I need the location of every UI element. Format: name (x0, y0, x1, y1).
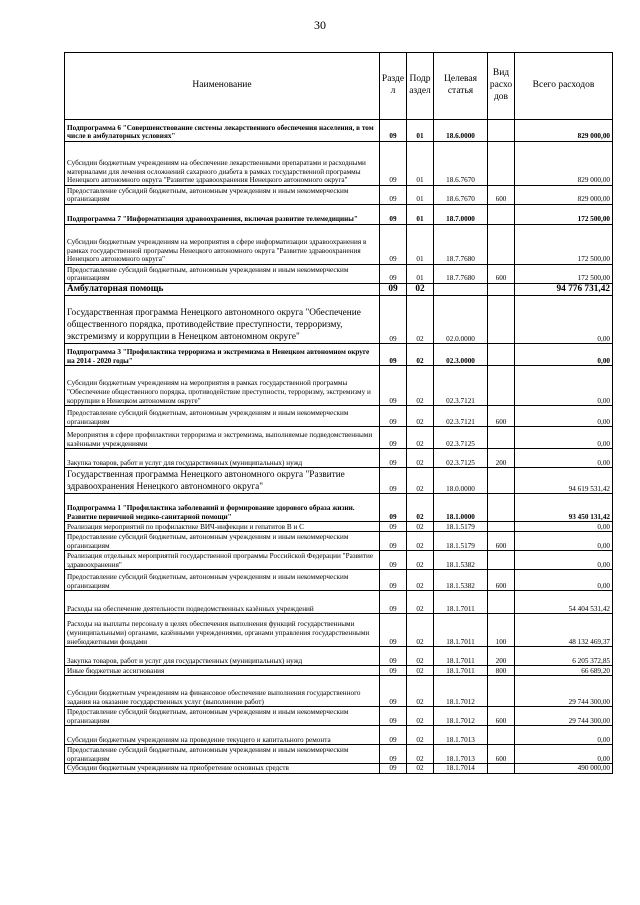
cell-podrazdel: 02 (407, 764, 434, 774)
header-name: Наименование (65, 53, 380, 120)
cell-podrazdel: 02 (407, 406, 434, 427)
cell-podrazdel: 02 (407, 296, 434, 344)
cell-razdel: 09 (380, 666, 407, 676)
cell-podrazdel: 02 (407, 494, 434, 522)
cell-razdel: 09 (380, 570, 407, 591)
table-row (65, 468, 613, 494)
cell-total: 0,00 (515, 522, 613, 532)
table-row (65, 284, 613, 296)
cell-total: 93 450 131,42 (515, 494, 613, 522)
table-row (65, 296, 613, 344)
cell-vid (488, 591, 515, 614)
cell-razdel: 09 (380, 406, 407, 427)
cell-razdel: 09 (380, 726, 407, 745)
cell-vid (488, 366, 515, 406)
cell-razdel: 09 (380, 468, 407, 494)
cell-statya: 18.1.7011 (434, 647, 488, 666)
table-row (65, 614, 613, 647)
table-row (65, 427, 613, 449)
table-row (65, 666, 613, 676)
cell-name: Расходы на выплаты персоналу в целях обеспечения выполнения функций государственными (муниципальными) органами, казёнными учреждениями, органами управления государственными внебюджетными фондами (65, 614, 380, 647)
cell-total: 6 205 372,85 (515, 647, 613, 666)
cell-statya: 18.1.7012 (434, 676, 488, 707)
cell-vid (488, 764, 515, 774)
cell-statya: 02.3.0000 (434, 344, 488, 366)
cell-statya: 18.7.7680 (434, 265, 488, 284)
cell-name: Предоставление субсидий бюджетным, автономным учреждениям и иным некоммерческим организациям (65, 532, 380, 551)
cell-statya: 18.1.0000 (434, 494, 488, 522)
table-row (65, 120, 613, 142)
cell-podrazdel: 02 (407, 707, 434, 726)
cell-statya: 18.1.5179 (434, 532, 488, 551)
cell-vid (488, 427, 515, 449)
cell-razdel: 09 (380, 647, 407, 666)
table-row (65, 186, 613, 205)
cell-statya: 02.0.0000 (434, 296, 488, 344)
cell-name: Закупка товаров, работ и услуг для государственных (муниципальных) нужд (65, 647, 380, 666)
cell-vid (488, 494, 515, 522)
cell-razdel: 09 (380, 344, 407, 366)
table-row (65, 570, 613, 591)
table-header-row (65, 53, 613, 120)
cell-total: 0,00 (515, 296, 613, 344)
cell-razdel: 09 (380, 366, 407, 406)
cell-name: Подпрограмма 1 "Профилактика заболеваний и формирование здорового образа жизни. Развитие первичной медико-санитарной помощи" (65, 494, 380, 522)
cell-vid: 600 (488, 265, 515, 284)
cell-razdel: 09 (380, 284, 407, 296)
cell-total: 0,00 (515, 745, 613, 764)
cell-podrazdel: 02 (407, 532, 434, 551)
cell-vid: 800 (488, 666, 515, 676)
cell-podrazdel: 01 (407, 142, 434, 186)
budget-table (64, 52, 613, 774)
cell-vid (488, 468, 515, 494)
table-row (65, 225, 613, 265)
cell-vid: 600 (488, 532, 515, 551)
cell-statya: 02.3.7121 (434, 406, 488, 427)
cell-name: Субсидии бюджетным учреждениям на обеспечение лекарственными препаратами и расходными материалами для лечения осложнений сахарного диабета в рамках государственной программы Ненецкого автономного округа "Развитие здравоохранения Ненецкого автономного округа" (65, 142, 380, 186)
cell-podrazdel: 01 (407, 186, 434, 205)
header-total: Всего расходов (515, 53, 613, 120)
table-row (65, 265, 613, 284)
cell-name: Иные бюджетные ассигнования (65, 666, 380, 676)
cell-razdel: 09 (380, 764, 407, 774)
cell-statya: 18.1.7014 (434, 764, 488, 774)
cell-podrazdel: 02 (407, 745, 434, 764)
cell-vid: 100 (488, 614, 515, 647)
cell-razdel: 09 (380, 427, 407, 449)
table-row (65, 494, 613, 522)
cell-razdel: 09 (380, 265, 407, 284)
cell-razdel: 09 (380, 296, 407, 344)
cell-name: Амбулаторная помощь (65, 284, 380, 296)
cell-razdel: 09 (380, 120, 407, 142)
cell-razdel: 09 (380, 614, 407, 647)
cell-total: 94 776 731,42 (515, 284, 613, 296)
cell-name: Предоставление субсидий бюджетным, автономным учреждениям и иным некоммерческим организациям (65, 707, 380, 726)
cell-vid (488, 205, 515, 225)
cell-vid: 600 (488, 186, 515, 205)
cell-podrazdel: 02 (407, 284, 434, 296)
table-row (65, 726, 613, 745)
cell-name: Предоставление субсидий бюджетным, автономным учреждениям и иным некоммерческим организациям (65, 406, 380, 427)
cell-total: 829 000,00 (515, 142, 613, 186)
cell-podrazdel: 02 (407, 366, 434, 406)
cell-name: Закупка товаров, работ и услуг для государственных (муниципальных) нужд (65, 449, 380, 468)
cell-podrazdel: 02 (407, 726, 434, 745)
cell-statya: 18.0.0000 (434, 468, 488, 494)
cell-name: Субсидии бюджетным учреждениям на мероприятия в сфере информатизации здравоохранения в рамках государственной программы Ненецкого автономного округа "Развитие здравоохранения Ненецкого автономного округа" (65, 225, 380, 265)
table-row (65, 745, 613, 764)
cell-podrazdel: 02 (407, 522, 434, 532)
cell-statya: 02.3.7125 (434, 449, 488, 468)
table-row (65, 344, 613, 366)
cell-name: Государственная программа Ненецкого автономного округа "Развитие здравоохранения Ненецкого автономного округа" (65, 468, 380, 494)
cell-vid: 200 (488, 449, 515, 468)
cell-name: Предоставление субсидий бюджетным, автономным учреждениям и иным некоммерческим организациям (65, 570, 380, 591)
table-row (65, 522, 613, 532)
cell-statya: 18.6.7670 (434, 186, 488, 205)
table-row (65, 551, 613, 570)
cell-vid: 600 (488, 745, 515, 764)
cell-statya (434, 284, 488, 296)
cell-total: 829 000,00 (515, 120, 613, 142)
cell-razdel: 09 (380, 494, 407, 522)
cell-statya: 18.1.5382 (434, 551, 488, 570)
cell-total: 66 689,20 (515, 666, 613, 676)
cell-podrazdel: 02 (407, 551, 434, 570)
cell-name: Реализация отдельных мероприятий государственной программы Российской Федерации "Развитие здравоохранения" (65, 551, 380, 570)
cell-vid (488, 225, 515, 265)
cell-razdel: 09 (380, 142, 407, 186)
cell-razdel: 09 (380, 186, 407, 205)
cell-podrazdel: 01 (407, 265, 434, 284)
cell-name: Подпрограмма 7 "Информатизация здравоохранения, включая развитие телемедицины" (65, 205, 380, 225)
cell-total: 0,00 (515, 344, 613, 366)
cell-podrazdel: 02 (407, 427, 434, 449)
cell-total: 94 619 531,42 (515, 468, 613, 494)
cell-total: 29 744 300,00 (515, 707, 613, 726)
cell-name: Мероприятия в сфере профилактики терроризма и экстремизма, выполняемые подведомственными казёнными учреждениями (65, 427, 380, 449)
cell-vid (488, 522, 515, 532)
cell-statya: 18.1.7011 (434, 591, 488, 614)
cell-razdel: 09 (380, 745, 407, 764)
cell-statya: 18.6.0000 (434, 120, 488, 142)
cell-name: Субсидии бюджетным учреждениям на финансовое обеспечение выполнения государственного задания на оказание государственных услуг (выполнение работ) (65, 676, 380, 707)
cell-name: Субсидии бюджетным учреждениям на мероприятия в рамках государственной программы "Обеспечение общественного порядка, противодействие преступности, терроризму, экстремизму и коррупции в Ненецком автономном округе" (65, 366, 380, 406)
cell-total: 172 500,00 (515, 205, 613, 225)
cell-podrazdel: 02 (407, 468, 434, 494)
cell-statya: 02.3.7125 (434, 427, 488, 449)
cell-podrazdel: 02 (407, 666, 434, 676)
table-row (65, 205, 613, 225)
cell-vid (488, 142, 515, 186)
cell-total: 0,00 (515, 366, 613, 406)
table-row (65, 366, 613, 406)
table-row (65, 591, 613, 614)
table-row (65, 532, 613, 551)
cell-statya: 18.7.0000 (434, 205, 488, 225)
header-podrazdel: Подр аздел (407, 53, 434, 120)
table-body (65, 120, 613, 774)
cell-razdel: 09 (380, 707, 407, 726)
cell-name: Государственная программа Ненецкого автономного округа "Обеспечение общественного порядка, противодействие преступности, терроризму, экстремизму и коррупции в Ненецком автономном округе" (65, 296, 380, 344)
cell-podrazdel: 02 (407, 449, 434, 468)
cell-total: 0,00 (515, 570, 613, 591)
cell-podrazdel: 01 (407, 120, 434, 142)
header-razdel: Разде л (380, 53, 407, 120)
cell-statya: 18.1.7011 (434, 614, 488, 647)
cell-vid (488, 726, 515, 745)
cell-total: 0,00 (515, 551, 613, 570)
table-row (65, 406, 613, 427)
cell-razdel: 09 (380, 522, 407, 532)
cell-statya: 18.1.5382 (434, 570, 488, 591)
cell-name: Предоставление субсидий бюджетным, автономным учреждениям и иным некоммерческим организациям (65, 265, 380, 284)
table-row (65, 764, 613, 774)
header-vid: Вид расхо дов (488, 53, 515, 120)
cell-total: 490 000,00 (515, 764, 613, 774)
cell-total: 0,00 (515, 406, 613, 427)
table-row (65, 142, 613, 186)
table-row (65, 707, 613, 726)
cell-statya: 02.3.7121 (434, 366, 488, 406)
cell-razdel: 09 (380, 591, 407, 614)
cell-razdel: 09 (380, 449, 407, 468)
header-statya: Целевая статья (434, 53, 488, 120)
cell-vid: 600 (488, 406, 515, 427)
cell-vid (488, 296, 515, 344)
cell-name: Расходы на обеспечение деятельности подведомственных казённых учреждений (65, 591, 380, 614)
cell-podrazdel: 01 (407, 225, 434, 265)
cell-razdel: 09 (380, 205, 407, 225)
cell-name: Предоставление субсидий бюджетным, автономным учреждениям и иным некоммерческим организациям (65, 745, 380, 764)
cell-statya: 18.1.7011 (434, 666, 488, 676)
cell-name: Субсидии бюджетным учреждениям на приобретение основных средств (65, 764, 380, 774)
cell-razdel: 09 (380, 676, 407, 707)
cell-vid: 600 (488, 570, 515, 591)
cell-vid: 200 (488, 647, 515, 666)
cell-podrazdel: 01 (407, 205, 434, 225)
cell-name: Подпрограмма 6 "Совершенствование системы лекарственного обеспечения населения, в том числе в амбулаторных условиях" (65, 120, 380, 142)
table-row (65, 676, 613, 707)
cell-statya: 18.6.7670 (434, 142, 488, 186)
cell-total: 0,00 (515, 449, 613, 468)
cell-name: Предоставление субсидий бюджетным, автономным учреждениям и иным некоммерческим организациям (65, 186, 380, 205)
cell-total: 172 500,00 (515, 265, 613, 284)
cell-total: 48 132 469,37 (515, 614, 613, 647)
cell-total: 54 404 531,42 (515, 591, 613, 614)
cell-total: 829 000,00 (515, 186, 613, 205)
cell-vid: 600 (488, 707, 515, 726)
cell-statya: 18.1.5179 (434, 522, 488, 532)
cell-razdel: 09 (380, 225, 407, 265)
page-number: 30 (314, 18, 326, 32)
cell-total: 29 744 300,00 (515, 676, 613, 707)
cell-statya: 18.1.7013 (434, 726, 488, 745)
table-row (65, 449, 613, 468)
cell-name: Реализация мероприятий по профилактике ВИЧ-инфекции и гепатитов В и С (65, 522, 380, 532)
cell-statya: 18.7.7680 (434, 225, 488, 265)
cell-podrazdel: 02 (407, 570, 434, 591)
cell-total: 0,00 (515, 427, 613, 449)
cell-podrazdel: 02 (407, 676, 434, 707)
cell-vid (488, 551, 515, 570)
cell-name: Подпрограмма 3 "Профилактика терроризма и экстремизма в Ненецком автономном округе на 2014 - 2020 годы" (65, 344, 380, 366)
cell-vid (488, 676, 515, 707)
cell-razdel: 09 (380, 551, 407, 570)
cell-name: Субсидии бюджетным учреждениям на проведение текущего и капитального ремонта (65, 726, 380, 745)
cell-vid (488, 284, 515, 296)
cell-podrazdel: 02 (407, 591, 434, 614)
cell-statya: 18.1.7012 (434, 707, 488, 726)
cell-podrazdel: 02 (407, 344, 434, 366)
cell-vid (488, 344, 515, 366)
cell-total: 0,00 (515, 532, 613, 551)
cell-podrazdel: 02 (407, 614, 434, 647)
cell-total: 172 500,00 (515, 225, 613, 265)
cell-podrazdel: 02 (407, 647, 434, 666)
cell-statya: 18.1.7013 (434, 745, 488, 764)
cell-vid (488, 120, 515, 142)
cell-total: 0,00 (515, 726, 613, 745)
table-row (65, 647, 613, 666)
cell-razdel: 09 (380, 532, 407, 551)
